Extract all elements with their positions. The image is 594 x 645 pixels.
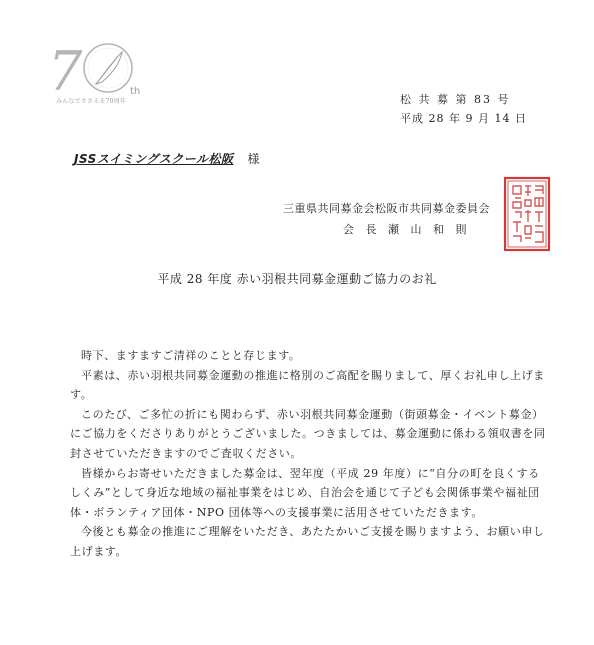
sender-person: 会 長 瀬 山 和 則 — [343, 223, 471, 236]
svg-text:th: th — [130, 86, 141, 97]
official-red-seal-icon — [503, 176, 551, 252]
document-number: 松 共 募 第 83 号 — [400, 93, 511, 106]
recipient-line — [70, 150, 260, 167]
logo-caption: みんなでささえる70周年 — [56, 98, 127, 105]
body-paragraph: 平素は、赤い羽根共同募金運動の推進に格別のご高配を賜りまして、厚くお礼申し上げます。 — [70, 368, 545, 402]
svg-text:7: 7 — [48, 40, 83, 103]
recipient-honorific: 様 — [247, 152, 260, 166]
body-paragraph: 皆様からお寄せいただきました募金は、翌年度（平成 29 年度）に“自分の町を良くするしくみ”として身近な地域の福祉事業をはじめ、自治会を通じて子ども会関係事業や福祉団体・ボランティア団体・NPO 団体等への支援事業に活用させていただきます。 — [70, 466, 540, 519]
document-date: 平成 28 年 9 月 14 日 — [400, 112, 527, 125]
body-paragraph: 今後とも募金の推進にご理解をいただき、あたたかいご支援を賜りますよう、お願い申し上げます。 — [70, 525, 545, 558]
body-paragraph: このたび、ご多忙の折にも関わらず、赤い羽根共同募金運動（街頭募金・イベント募金）にご協力をくださりありがとうございました。つきましては、募金運動に係わる領収書を同封させていただきますのでご査収ください。 — [70, 407, 546, 460]
letter-body — [70, 346, 548, 562]
letter-title: 平成 28 年度 赤い羽根共同募金運動ご協力のお礼 — [157, 272, 437, 286]
recipient-name: JSSスイミングスクール松阪 — [74, 152, 234, 166]
sender-organization: 三重県共同募金会松阪市共同募金委員会 — [283, 202, 490, 215]
body-paragraph: 時下、ますますご清祥のことと存じます。 — [81, 349, 301, 362]
